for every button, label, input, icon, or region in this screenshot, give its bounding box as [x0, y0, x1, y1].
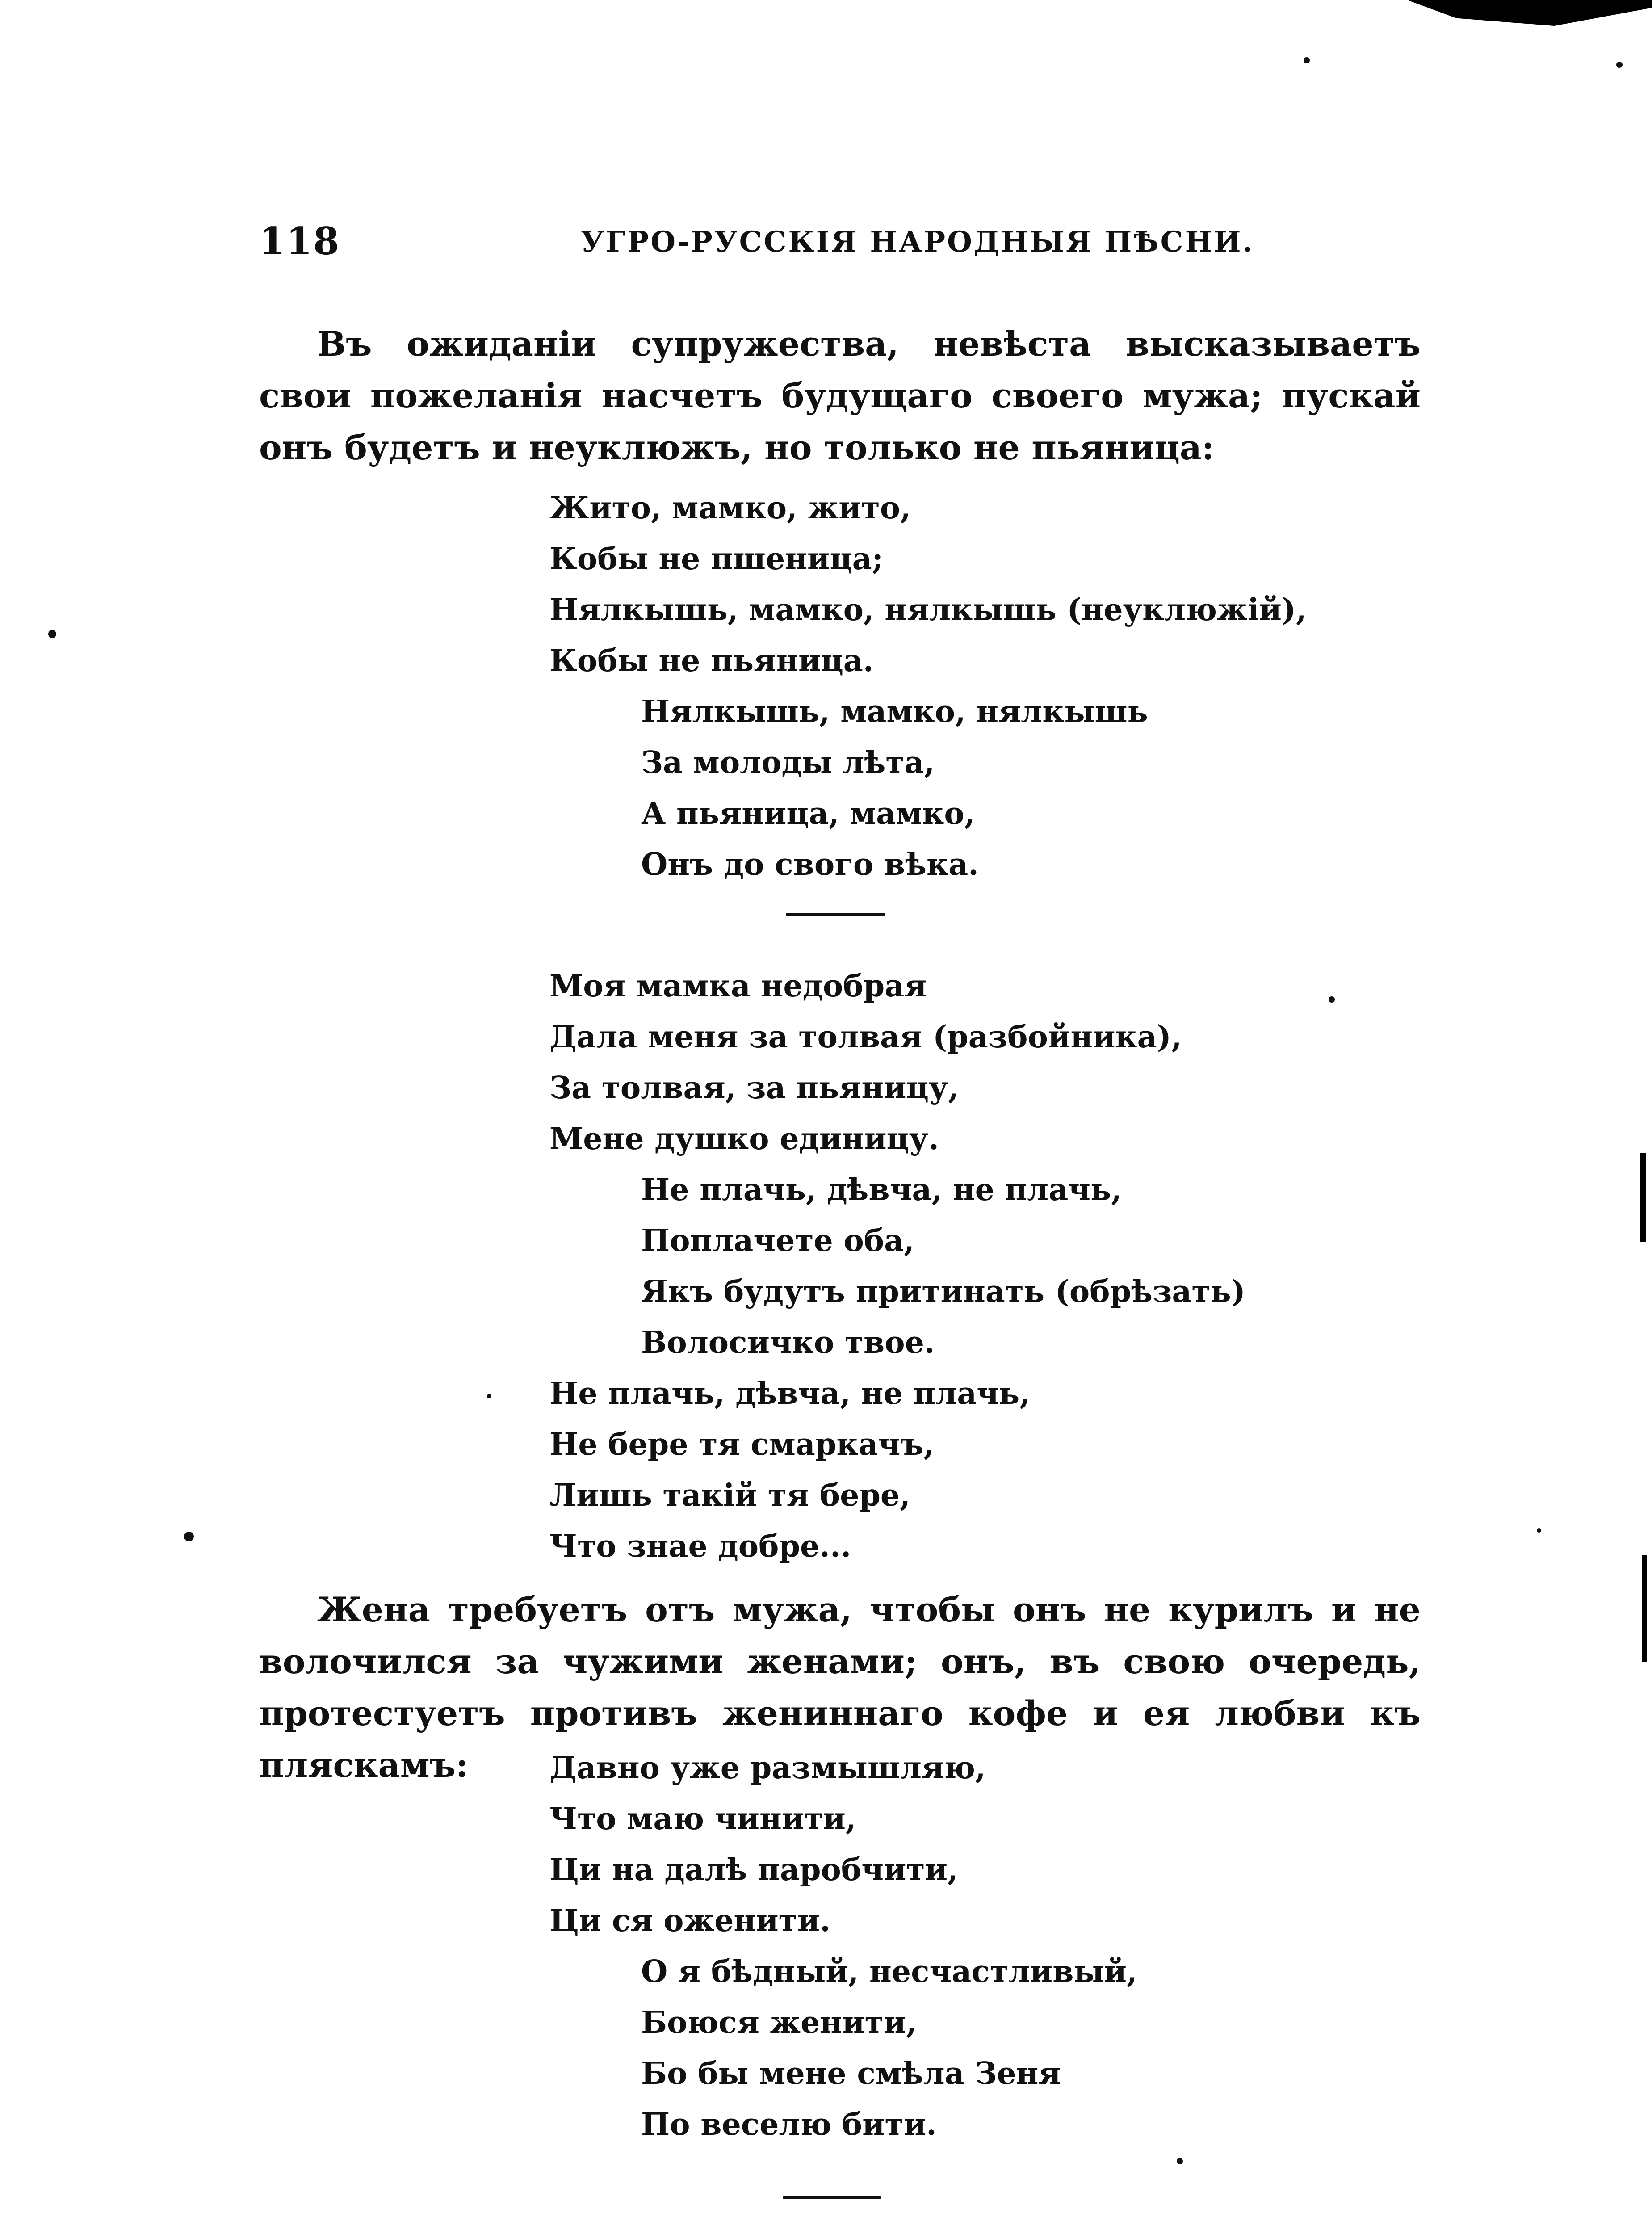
verse-line: Что маю чинити,: [549, 1801, 856, 1837]
scan-speck: [487, 1394, 491, 1398]
scan-speck: [1616, 62, 1623, 68]
scan-edge-mark: [1642, 1555, 1647, 1662]
scan-speck: [184, 1532, 194, 1541]
verse-line: Не плачь, дѣвча, не плачь,: [549, 1376, 1030, 1411]
verse-line: Боюся женити,: [641, 2005, 917, 2041]
running-header: [259, 219, 1385, 273]
verse-line: За толвая, за пьяницу,: [549, 1070, 959, 1106]
verse-line: Кобы не пьяница.: [549, 643, 874, 679]
verse-line: Лишь такій тя бере,: [549, 1478, 910, 1513]
prose-paragraph: Жена требуетъ отъ мужа, чтобы онъ не курилъ и не волочился за чужими женами; онъ, въ свою очередь, протестуетъ противъ жениннаго кофе и ея любви къ пляскамъ:: [259, 1590, 1421, 1785]
scan-speck: [1329, 996, 1335, 1003]
verse-line: Нялкышь, мамко, нялкышь (неуклюжій),: [549, 592, 1307, 628]
verse-line: Моя мамка недобрая: [549, 968, 927, 1004]
section-divider: [783, 2196, 881, 2199]
verse-line: По веселю бити.: [641, 2107, 937, 2142]
verse-line: А пьяница, мамко,: [641, 796, 975, 831]
verse-line: Ци ся оженити.: [549, 1903, 830, 1939]
scan-edge-mark: [1640, 1153, 1646, 1242]
verse-line: Якъ будутъ притинать (обрѣзать): [641, 1274, 1245, 1310]
verse-stanza: [641, 1946, 1137, 2150]
verse-line: Ци на далѣ паробчити,: [549, 1852, 958, 1888]
scan-speck: [1304, 57, 1310, 63]
verse-line: Что знае добре...: [549, 1529, 851, 1564]
page-number: 118: [259, 219, 340, 263]
verse-stanza: [549, 483, 1307, 686]
verse-line: О я бѣдный, несчастливый,: [641, 1954, 1137, 1990]
verse-line: Не бере тя смаркачъ,: [549, 1427, 935, 1462]
verse-line: Бо бы мене смѣла Зеня: [641, 2056, 1061, 2091]
verse-stanza: [641, 1164, 1245, 1368]
verse-stanza: [641, 686, 1148, 890]
verse-line: Мене душко единицу.: [549, 1121, 939, 1157]
verse-line: Давно уже размышляю,: [549, 1750, 986, 1786]
verse-line: Онъ до свого вѣка.: [641, 847, 979, 882]
running-title: УГРО-РУССКІЯ НАРОДНЫЯ ПѢСНИ.: [581, 225, 1254, 259]
prose-paragraph: Въ ожиданіи супружества, невѣста высказываетъ свои пожеланія насчетъ будущаго своего мужа; пускай онъ будетъ и неуклюжъ, но только не пьяница:: [259, 324, 1421, 467]
verse-line: Кобы не пшеница;: [549, 541, 883, 577]
verse-line: Жито, мамко, жито,: [549, 490, 911, 526]
verse-line: Не плачь, дѣвча, не плачь,: [641, 1172, 1122, 1208]
section-divider: [786, 913, 885, 916]
verse-stanza: [549, 961, 1182, 1164]
verse-line: Дала меня за толвая (разбойника),: [549, 1019, 1182, 1055]
verse-stanza: [549, 1368, 1030, 1572]
scan-speck: [1177, 2158, 1183, 2164]
verse-stanza: [549, 1743, 986, 1946]
verse-line: Волосичко твое.: [641, 1325, 935, 1361]
verse-line: За молоды лѣта,: [641, 745, 935, 781]
scan-speck: [1537, 1528, 1541, 1533]
scan-blot: [1407, 0, 1652, 26]
scan-speck: [48, 630, 56, 638]
verse-line: Поплачете оба,: [641, 1223, 914, 1259]
verse-line: Нялкышь, мамко, нялкышь: [641, 694, 1148, 730]
